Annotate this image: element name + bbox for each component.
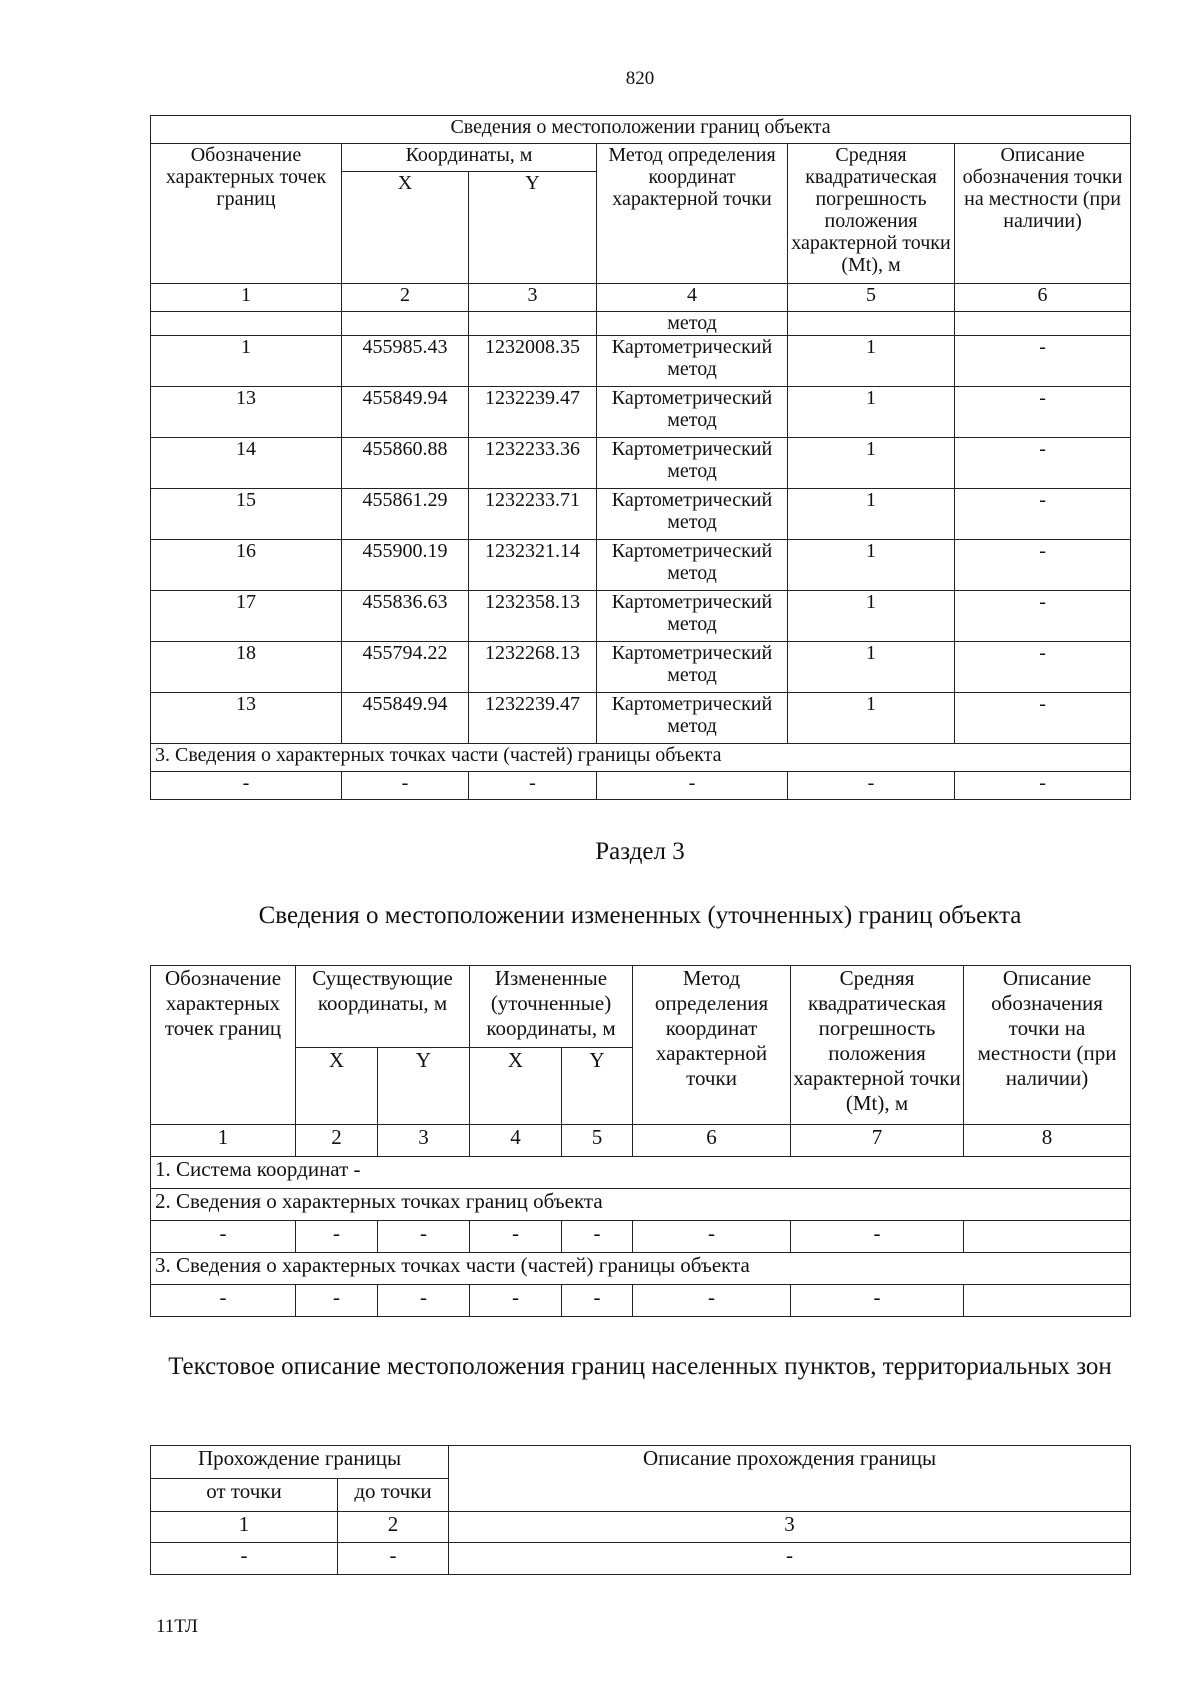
parts-label: 3. Сведения о характерных точках части (частей) границы объекта	[151, 744, 1131, 772]
method: Картометрический метод	[597, 591, 788, 642]
empty-dash: -	[296, 1221, 378, 1253]
description: -	[955, 693, 1131, 744]
coord-y: 1232233.36	[469, 438, 597, 489]
empty-dash: -	[342, 772, 469, 800]
table-caption: Сведения о местоположении границ объекта	[151, 116, 1131, 144]
error: 1	[788, 540, 955, 591]
column-number-row	[151, 1512, 1131, 1543]
error: 1	[788, 489, 955, 540]
error: 1	[788, 438, 955, 489]
point-id: 13	[151, 693, 342, 744]
col-number: 3	[469, 284, 597, 312]
table-row	[151, 489, 1131, 540]
header-description: Описание обозначения точки на местности (при наличии)	[955, 144, 1131, 284]
method: Картометрический метод	[597, 489, 788, 540]
header-to-point: до точки	[338, 1479, 449, 1512]
coord-y: 1232239.47	[469, 693, 597, 744]
points-label: 2. Сведения о характерных точках границ объекта	[151, 1189, 1131, 1221]
empty-cell	[964, 1285, 1131, 1317]
coord-y: 1232268.13	[469, 642, 597, 693]
method: Картометрический метод	[597, 438, 788, 489]
empty-dash: -	[296, 1285, 378, 1317]
point-id: 15	[151, 489, 342, 540]
table-row	[151, 387, 1131, 438]
table-row	[151, 1221, 1131, 1253]
header-x: X	[296, 1048, 378, 1125]
header-passage: Прохождение границы	[151, 1446, 449, 1479]
coord-x: 455861.29	[342, 489, 469, 540]
continuation-row	[151, 312, 1131, 336]
col-number: 1	[151, 1125, 296, 1157]
empty-dash: -	[633, 1285, 791, 1317]
header-x: X	[470, 1048, 562, 1125]
header-method: Метод определения координат характерной точки	[597, 144, 788, 284]
error: 1	[788, 642, 955, 693]
empty-dash: -	[788, 772, 955, 800]
header-point: Обозначение характерных точек границ	[151, 966, 296, 1125]
text-description-title: Текстовое описание местоположения границ населенных пунктов, территориальных зон	[168, 1353, 1112, 1380]
coord-x: 455836.63	[342, 591, 469, 642]
col-number: 1	[151, 1512, 338, 1543]
empty-dash: -	[633, 1221, 791, 1253]
error: 1	[788, 387, 955, 438]
coord-x: 455985.43	[342, 336, 469, 387]
footer-code: 11ТЛ	[156, 1616, 198, 1637]
col-number: 2	[342, 284, 469, 312]
col-number: 8	[964, 1125, 1131, 1157]
header-coords: Координаты, м	[342, 144, 597, 172]
description: -	[955, 489, 1131, 540]
description: -	[955, 336, 1131, 387]
description: -	[955, 387, 1131, 438]
header-point: Обозначение характерных точек границ	[151, 144, 342, 284]
coord-y: 1232358.13	[469, 591, 597, 642]
table-row	[151, 591, 1131, 642]
header-passage-description: Описание прохождения границы	[449, 1446, 1131, 1512]
col-number: 4	[597, 284, 788, 312]
empty-dash: -	[791, 1285, 964, 1317]
section-label: Раздел 3	[595, 838, 685, 865]
empty-dash: -	[378, 1285, 470, 1317]
point-id: 14	[151, 438, 342, 489]
col-number: 3	[378, 1125, 470, 1157]
empty-dash: -	[151, 1221, 296, 1253]
col-number: 5	[788, 284, 955, 312]
method: Картометрический метод	[597, 693, 788, 744]
method: Картометрический метод	[597, 387, 788, 438]
column-number-row	[151, 1125, 1131, 1157]
error: 1	[788, 591, 955, 642]
col-number: 3	[449, 1512, 1131, 1543]
point-id: 13	[151, 387, 342, 438]
header-x: X	[342, 172, 469, 284]
description: -	[955, 540, 1131, 591]
header-existing-coords: Существующие координаты, м	[296, 966, 470, 1048]
coord-x: 455849.94	[342, 387, 469, 438]
col-number: 7	[791, 1125, 964, 1157]
empty-dash: -	[562, 1285, 633, 1317]
col-number: 1	[151, 284, 342, 312]
empty-dash: -	[955, 772, 1131, 800]
header-y: Y	[562, 1048, 633, 1125]
table-row	[151, 693, 1131, 744]
empty-dash: -	[151, 1543, 338, 1575]
col-number: 4	[470, 1125, 562, 1157]
page-number: 820	[625, 68, 655, 89]
col-number: 2	[296, 1125, 378, 1157]
description: -	[955, 642, 1131, 693]
continuation-text: метод	[597, 312, 788, 336]
boundary-location-table	[150, 115, 1131, 800]
description: -	[955, 591, 1131, 642]
col-number: 6	[955, 284, 1131, 312]
header-y: Y	[469, 172, 597, 284]
section-title: Сведения о местоположении измененных (уточненных) границ объекта	[258, 902, 1022, 929]
error: 1	[788, 693, 955, 744]
point-id: 18	[151, 642, 342, 693]
coord-y: 1232239.47	[469, 387, 597, 438]
point-id: 16	[151, 540, 342, 591]
method: Картометрический метод	[597, 336, 788, 387]
header-y: Y	[378, 1048, 470, 1125]
column-number-row	[151, 284, 1131, 312]
point-id: 17	[151, 591, 342, 642]
header-from-point: от точки	[151, 1479, 338, 1512]
empty-dash: -	[562, 1221, 633, 1253]
empty-dash: -	[338, 1543, 449, 1575]
col-number: 2	[338, 1512, 449, 1543]
description: -	[955, 438, 1131, 489]
col-number: 6	[633, 1125, 791, 1157]
method: Картометрический метод	[597, 540, 788, 591]
coord-x: 455860.88	[342, 438, 469, 489]
table-row	[151, 336, 1131, 387]
error: 1	[788, 336, 955, 387]
empty-dash: -	[151, 1285, 296, 1317]
empty-dash: -	[469, 772, 597, 800]
empty-dash: -	[151, 772, 342, 800]
header-changed-coords: Измененные (уточненные) координаты, м	[470, 966, 633, 1048]
col-number: 5	[562, 1125, 633, 1157]
empty-cell	[964, 1221, 1131, 1253]
coord-y: 1232233.71	[469, 489, 597, 540]
empty-dash: -	[791, 1221, 964, 1253]
coord-x: 455794.22	[342, 642, 469, 693]
empty-dash: -	[597, 772, 788, 800]
table-row	[151, 772, 1131, 800]
table-row	[151, 1285, 1131, 1317]
table-row	[151, 438, 1131, 489]
empty-dash: -	[470, 1221, 562, 1253]
point-id: 1	[151, 336, 342, 387]
empty-dash: -	[378, 1221, 470, 1253]
method: Картометрический метод	[597, 642, 788, 693]
coord-y: 1232008.35	[469, 336, 597, 387]
header-method: Метод определения координат характерной точки	[633, 966, 791, 1125]
coordinate-system-label: 1. Система координат -	[151, 1157, 1131, 1189]
parts-label: 3. Сведения о характерных точках части (частей) границы объекта	[151, 1253, 1131, 1285]
header-error: Средняя квадратическая погрешность положения характерной точки (Mt), м	[788, 144, 955, 284]
table-row	[151, 1543, 1131, 1575]
empty-dash: -	[470, 1285, 562, 1317]
coord-x: 455849.94	[342, 693, 469, 744]
changed-boundary-table	[150, 965, 1131, 1317]
boundary-passage-table	[150, 1445, 1131, 1575]
header-description: Описание обозначения точки на местности (при наличии)	[964, 966, 1131, 1125]
table-row	[151, 540, 1131, 591]
coord-y: 1232321.14	[469, 540, 597, 591]
coord-x: 455900.19	[342, 540, 469, 591]
header-error: Средняя квадратическая погрешность положения характерной точки (Mt), м	[791, 966, 964, 1125]
empty-dash: -	[449, 1543, 1131, 1575]
table-row	[151, 642, 1131, 693]
